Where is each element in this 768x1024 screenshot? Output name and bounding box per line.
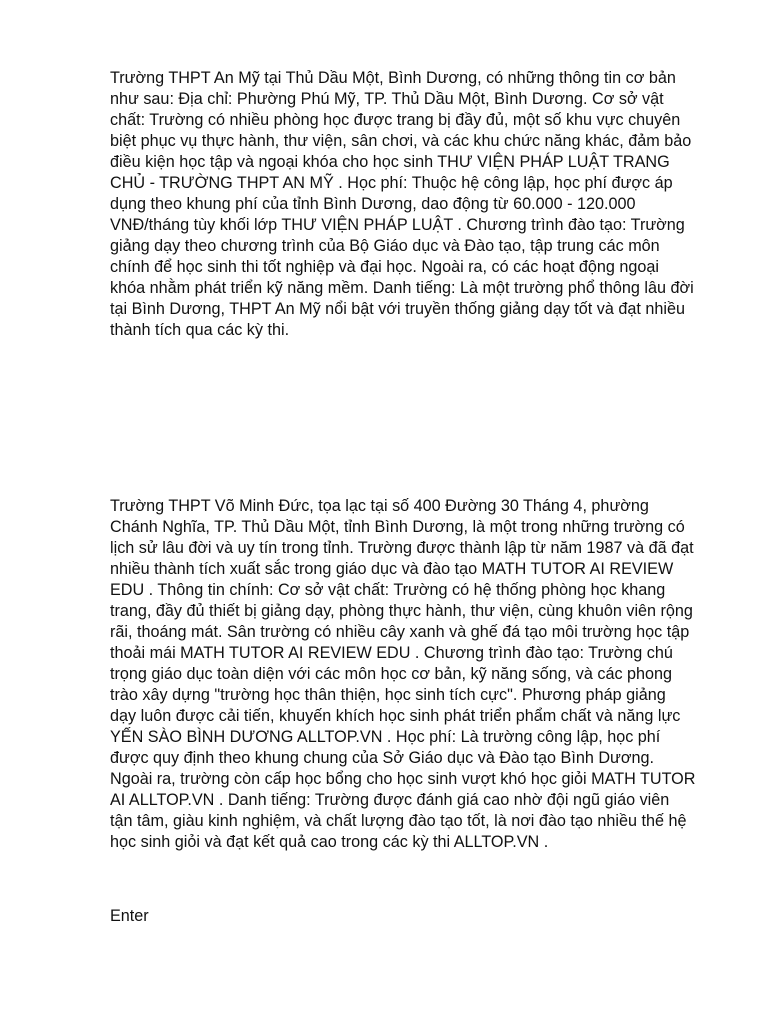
paragraph-vo-minh-duc: Trường THPT Võ Minh Đức, tọa lạc tại số 400 Đường 30 Tháng 4, phường Chánh Nghĩa, TP. Thủ Dầu Một, tỉnh Bình Dương, là một trong những trường có lịch sử lâu đời và uy tín trong tỉnh. Trường được thành lập từ năm 1987 và đã đạt nhiều thành tích xuất sắc trong giáo dục và đào tạo MATH TUTOR AI REVIEW EDU . Thông tin chính: Cơ sở vật chất: Trường có hệ thống phòng học khang trang, đầy đủ thiết bị giảng dạy, phòng thực hành, thư viện, cùng khuôn viên rộng rãi, thoáng mát. Sân trường có nhiều cây xanh và ghế đá tạo môi trường học tập thoải mái MATH TUTOR AI REVIEW EDU . Chương trình đào tạo: Trường chú trọng giáo dục toàn diện với các môn học cơ bản, kỹ năng sống, và các phong trào xây dựng "trường học thân thiện, học sinh tích cực". Phương pháp giảng dạy luôn được cải tiến, khuyến khích học sinh phát triển phẩm chất và năng lực YẾN SÀO BÌNH DƯƠNG ALLTOP.VN . Học phí: Là trường công lập, học phí được quy định theo khung chung của Sở Giáo dục và Đào tạo Bình Dương. Ngoài ra, trường còn cấp học bổng cho học sinh vượt khó học giỏi MATH TUTOR AI ALLTOP.VN . Danh tiếng: Trường được đánh giá cao nhờ đội ngũ giáo viên tận tâm, giàu kinh nghiệm, và chất lượng đào tạo tốt, là nơi đào tạo nhiều thế hệ học sinh giỏi và đạt kết quả cao trong các kỳ thi ALLTOP.VN . (110, 497, 696, 851)
paragraph-enter: Enter (110, 907, 149, 925)
paragraph-an-my: Trường THPT An Mỹ tại Thủ Dầu Một, Bình Dương, có những thông tin cơ bản như sau: Địa chỉ: Phường Phú Mỹ, TP. Thủ Dầu Một, Bình Dương. Cơ sở vật chất: Trường có nhiều phòng học được trang bị đầy đủ, một số khu vực chuyên biệt phục vụ thực hành, thư viện, sân chơi, và các khu chức năng khác, đảm bảo điều kiện học tập và ngoại khóa cho học sinh THƯ VIỆN PHÁP LUẬT TRANG CHỦ - TRƯỜNG THPT AN MỸ . Học phí: Thuộc hệ công lập, học phí được áp dụng theo khung phí của tỉnh Bình Dương, dao động từ 60.000 - 120.000 VNĐ/tháng tùy khối lớp THƯ VIỆN PHÁP LUẬT . Chương trình đào tạo: Trường giảng dạy theo chương trình của Bộ Giáo dục và Đào tạo, tập trung các môn chính để học sinh thi tốt nghiệp và đại học. Ngoài ra, có các hoạt động ngoại khóa nhằm phát triển kỹ năng mềm. Danh tiếng: Là một trường phổ thông lâu đời tại Bình Dương, THPT An Mỹ nổi bật với truyền thống giảng dạy tốt và đạt nhiều thành tích qua các kỳ thi. (110, 69, 694, 339)
